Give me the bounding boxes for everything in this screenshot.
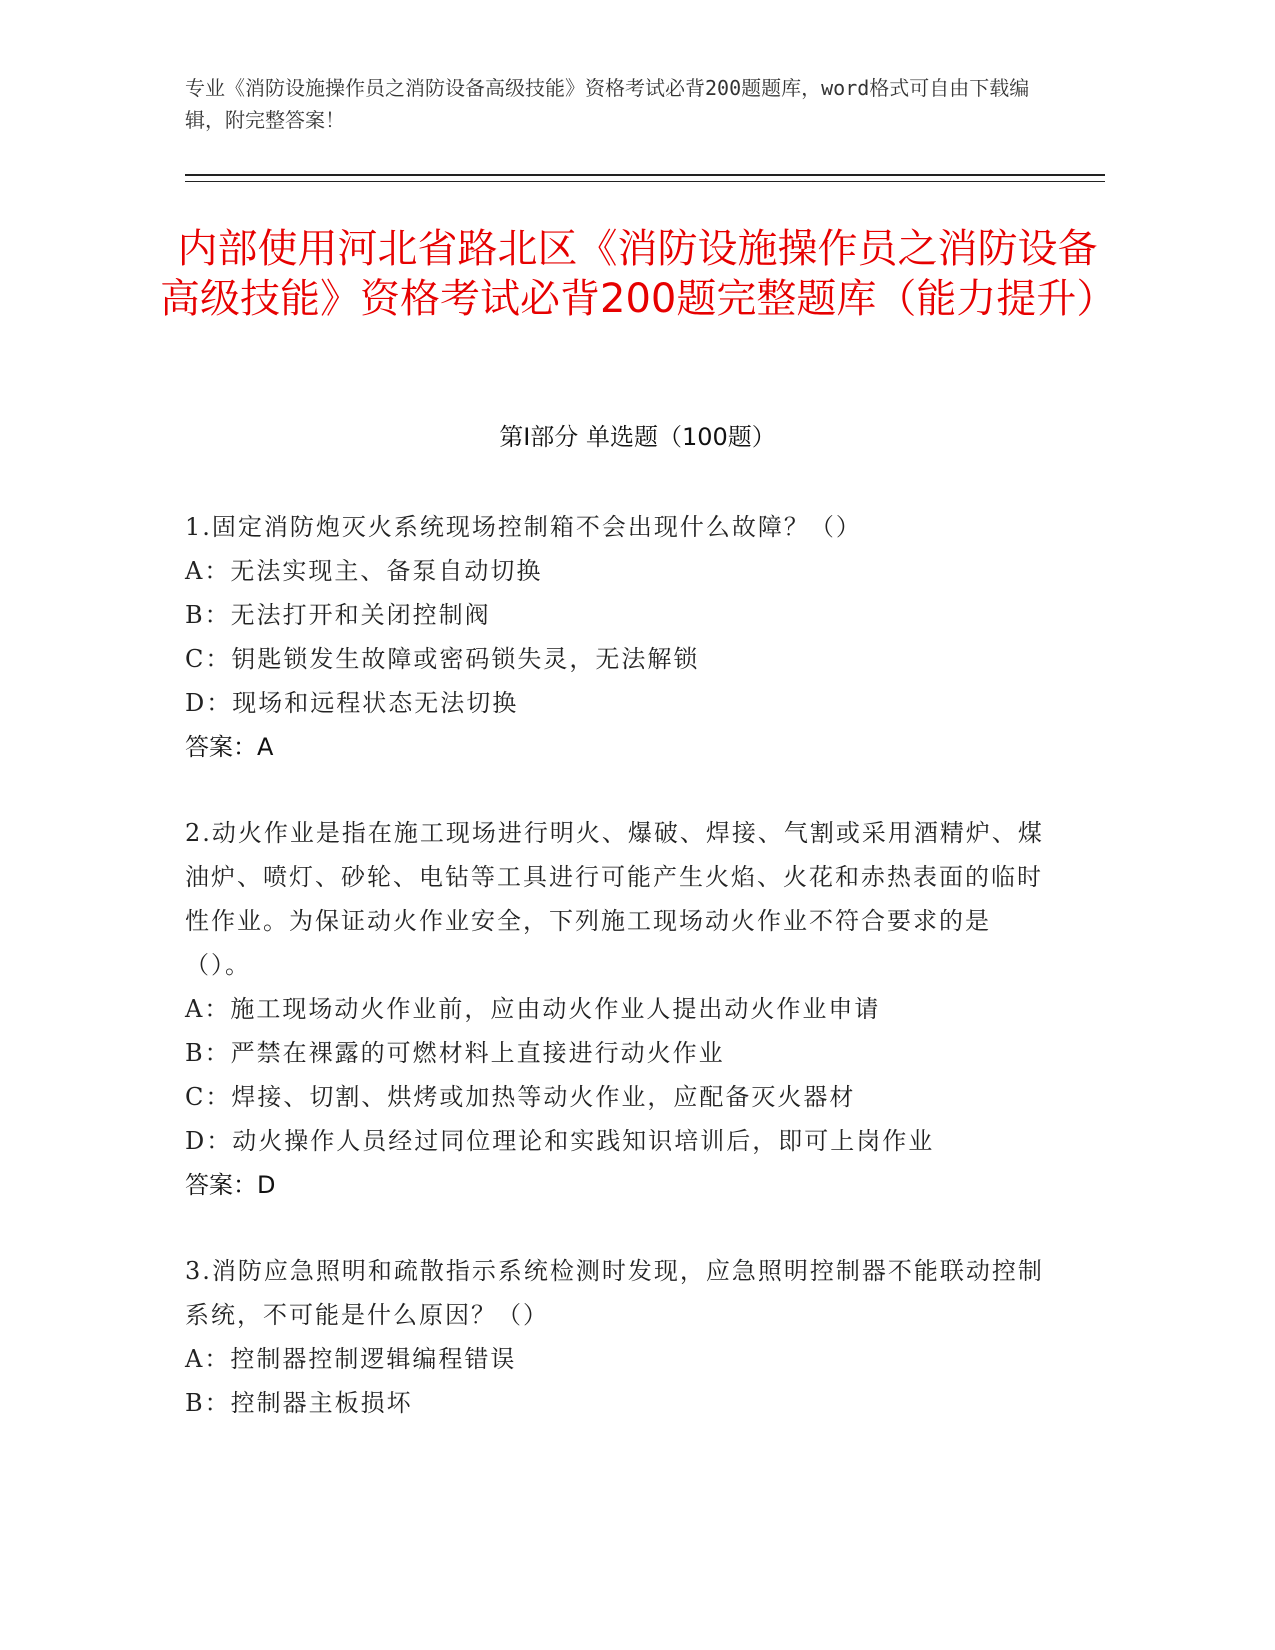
section-heading: 第I部分 单选题（100题） bbox=[499, 423, 776, 451]
header-note: 专业《消防设施操作员之消防设备高级技能》资格考试必背200题题库，word格式可自由下载编辑，附完整答案！ bbox=[185, 76, 1030, 132]
option-a: A：施工现场动火作业前，应由动火作业人提出动火作业申请 bbox=[185, 995, 881, 1023]
document-title: 内部使用河北省路北区《消防设施操作员之消防设备高级技能》资格考试必背200题完整题库（能力提升） bbox=[160, 226, 1117, 322]
question-stem: 2.动火作业是指在施工现场进行明火、爆破、焊接、气割或采用酒精炉、煤油炉、喷灯、砂轮、电钻等工具进行可能产生火焰、火花和赤热表面的临时性作业。为保证动火作业安全，下列施工现场动火作业不符合要求的是（）。 bbox=[185, 819, 1044, 979]
option-c: C：焊接、切割、烘烤或加热等动火作业，应配备灭火器材 bbox=[185, 1083, 856, 1111]
question-stem: 1.固定消防炮灭火系统现场控制箱不会出现什么故障？（） bbox=[185, 513, 862, 541]
option-b: B：控制器主板损坏 bbox=[185, 1389, 413, 1417]
option-d: D：动火操作人员经过同位理论和实践知识培训后，即可上岗作业 bbox=[185, 1127, 935, 1155]
option-c: C：钥匙锁发生故障或密码锁失灵，无法解锁 bbox=[185, 645, 700, 673]
option-d: D：现场和远程状态无法切换 bbox=[185, 689, 519, 717]
question-item bbox=[185, 505, 1045, 769]
question-list bbox=[185, 505, 1045, 1467]
header-rule-thin bbox=[185, 181, 1105, 182]
answer-line: 答案：A bbox=[185, 733, 274, 761]
question-item bbox=[185, 811, 1045, 1207]
answer-line: 答案：D bbox=[185, 1171, 276, 1199]
option-b: B：无法打开和关闭控制阀 bbox=[185, 601, 491, 629]
option-b: B：严禁在裸露的可燃材料上直接进行动火作业 bbox=[185, 1039, 725, 1067]
option-a: A：控制器控制逻辑编程错误 bbox=[185, 1345, 517, 1373]
header-rule-thick bbox=[185, 174, 1105, 176]
question-stem: 3.消防应急照明和疏散指示系统检测时发现，应急照明控制器不能联动控制系统，不可能是什么原因？（） bbox=[185, 1257, 1044, 1329]
option-a: A：无法实现主、备泵自动切换 bbox=[185, 557, 543, 585]
question-item bbox=[185, 1249, 1045, 1425]
